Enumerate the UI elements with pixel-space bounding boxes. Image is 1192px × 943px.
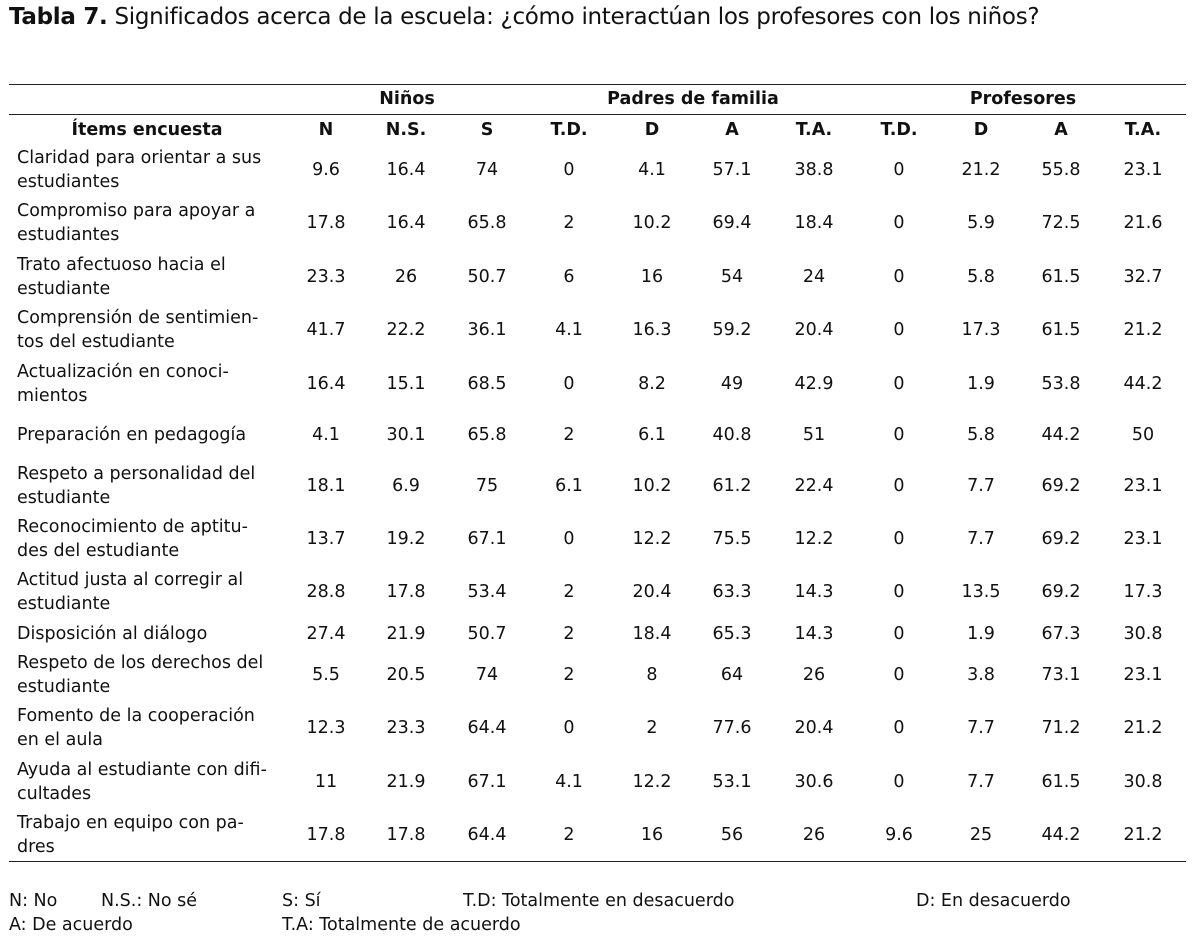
item-label-line: Actitud justa al corregir al (17, 570, 244, 590)
table-cell: 64.4 (467, 718, 507, 738)
table-cell: 64 (720, 665, 744, 685)
item-label-line: mientos (17, 386, 88, 406)
table-cell: 27.4 (306, 624, 346, 644)
table-cell: 7.7 (967, 772, 995, 792)
table-cell: 6.1 (638, 425, 666, 445)
table-cell: 44.2 (1041, 825, 1081, 845)
legend-ta: T.A: Totalmente de acuerdo (282, 915, 521, 935)
table-cell: 0 (893, 665, 905, 685)
table-cell: 0 (893, 320, 905, 340)
item-label-line: Reconocimiento de aptitu- (17, 517, 248, 537)
table-cell: 77.6 (712, 718, 752, 738)
table-cell: 20.5 (386, 665, 426, 685)
table-cell: 61.5 (1041, 772, 1081, 792)
table-cell: 1.9 (967, 374, 995, 394)
table-cell: 61.5 (1041, 320, 1081, 340)
table-cell: 17.3 (1123, 582, 1163, 602)
column-header: T.D. (880, 120, 918, 140)
table-cell: 23.3 (306, 267, 346, 287)
table-cell: 0 (563, 529, 575, 549)
table-cell: 67.3 (1041, 624, 1081, 644)
table-cell: 30.8 (1123, 772, 1163, 792)
table-cell: 28.8 (306, 582, 346, 602)
table-cell: 21.9 (386, 772, 426, 792)
column-header: A (725, 120, 739, 140)
table-cell: 24 (802, 267, 826, 287)
group-header-profesores: Profesores (969, 89, 1077, 109)
table-cell: 21.6 (1123, 213, 1163, 233)
table-cell: 15.1 (386, 374, 426, 394)
top-rule (9, 84, 1186, 85)
table-cell: 42.9 (794, 374, 834, 394)
table-cell: 3.8 (967, 665, 995, 685)
item-label-line: Trabajo en equipo con pa- (17, 813, 244, 833)
table-cell: 21.2 (1123, 825, 1163, 845)
table-cell: 6.1 (555, 476, 583, 496)
item-label-line: en el aula (17, 730, 104, 750)
table-cell: 1.9 (967, 624, 995, 644)
table-title (9, 4, 1039, 30)
item-label-line: estudiante (17, 594, 111, 614)
item-label-line: Claridad para orientar a sus (17, 148, 262, 168)
table-cell: 0 (563, 718, 575, 738)
row-item-label (17, 462, 285, 510)
column-header: N.S. (385, 120, 427, 140)
table-cell: 0 (893, 718, 905, 738)
table-cell: 0 (893, 374, 905, 394)
table-cell: 0 (893, 425, 905, 445)
item-label-line: Comprensión de sentimien- (17, 308, 259, 328)
table-cell: 17.8 (386, 825, 426, 845)
column-header: T.D. (550, 120, 588, 140)
table-cell: 8.2 (638, 374, 666, 394)
legend-ns: N.S.: No sé (101, 891, 198, 911)
item-label-line: cultades (17, 784, 92, 804)
item-column-header: Ítems encuesta (71, 120, 223, 140)
table-cell: 55.8 (1041, 160, 1081, 180)
table-cell: 38.8 (794, 160, 834, 180)
legend-n: N: No (9, 891, 58, 911)
table-cell: 23.1 (1123, 529, 1163, 549)
item-label-line: estudiante (17, 677, 111, 697)
item-label-line: Preparación en pedagogía (17, 425, 247, 445)
table-cell: 4.1 (638, 160, 666, 180)
table-cell: 20.4 (794, 320, 834, 340)
table-cell: 21.2 (1123, 320, 1163, 340)
table-cell: 51 (802, 425, 826, 445)
table-cell: 23.1 (1123, 160, 1163, 180)
table-cell: 4.1 (555, 320, 583, 340)
table-cell: 68.5 (467, 374, 507, 394)
table-cell: 14.3 (794, 582, 834, 602)
table-cell: 64.4 (467, 825, 507, 845)
table-cell: 44.2 (1041, 425, 1081, 445)
table-cell: 53.8 (1041, 374, 1081, 394)
table-cell: 0 (563, 374, 575, 394)
table-cell: 14.3 (794, 624, 834, 644)
table-cell: 7.7 (967, 476, 995, 496)
table-cell: 9.6 (885, 825, 913, 845)
table-cell: 8 (646, 665, 658, 685)
table-cell: 2 (563, 425, 575, 445)
column-header: D (973, 120, 989, 140)
item-label-line: Disposición al diálogo (17, 624, 208, 644)
table-cell: 65.8 (467, 213, 507, 233)
row-item-label (17, 360, 285, 408)
table-cell: 57.1 (712, 160, 752, 180)
table-cell: 0 (893, 267, 905, 287)
table-cell: 17.8 (306, 213, 346, 233)
table-cell: 16.3 (632, 320, 672, 340)
table-cell: 0 (893, 213, 905, 233)
table-cell: 10.2 (632, 213, 672, 233)
legend-d: D: En desacuerdo (916, 891, 1071, 911)
row-item-label (17, 253, 285, 301)
table-cell: 75.5 (712, 529, 752, 549)
table-cell: 5.8 (967, 425, 995, 445)
table-cell: 41.7 (306, 320, 346, 340)
item-label-line: Fomento de la cooperación (17, 706, 255, 726)
table-cell: 5.8 (967, 267, 995, 287)
table-cell: 0 (563, 160, 575, 180)
table-cell: 26 (802, 665, 826, 685)
item-label-line: estudiante (17, 279, 111, 299)
item-label-line: tos del estudiante (17, 332, 175, 352)
table-cell: 61.5 (1041, 267, 1081, 287)
table-cell: 40.8 (712, 425, 752, 445)
row-item-label (17, 811, 285, 859)
table-cell: 22.2 (386, 320, 426, 340)
table-cell: 69.2 (1041, 582, 1081, 602)
table-cell: 67.1 (467, 529, 507, 549)
table-caption: Significados acerca de la escuela: ¿cómo interactúan los profesores con los niños? (114, 4, 1040, 30)
table-cell: 69.2 (1041, 476, 1081, 496)
table-cell: 12.2 (632, 772, 672, 792)
table-cell: 44.2 (1123, 374, 1163, 394)
table-cell: 65.8 (467, 425, 507, 445)
table-cell: 20.4 (794, 718, 834, 738)
table-cell: 30.8 (1123, 624, 1163, 644)
table-cell: 17.3 (961, 320, 1001, 340)
column-header: T.A. (795, 120, 833, 140)
table-cell: 54 (720, 267, 744, 287)
table-cell: 11 (314, 772, 338, 792)
table-cell: 2 (563, 624, 575, 644)
table-cell: 73.1 (1041, 665, 1081, 685)
column-header: T.A. (1124, 120, 1162, 140)
legend-s: S: Sí (282, 891, 321, 911)
table-cell: 21.9 (386, 624, 426, 644)
item-label-line: Respeto a personalidad del (17, 464, 256, 484)
table-cell: 0 (893, 772, 905, 792)
table-cell: 6 (563, 267, 575, 287)
item-label-line: Actualización en conoci- (17, 362, 229, 382)
row-item-label (17, 146, 285, 194)
table-cell: 5.5 (312, 665, 340, 685)
table-cell: 63.3 (712, 582, 752, 602)
item-label-line: estudiantes (17, 172, 120, 192)
table-cell: 53.4 (467, 582, 507, 602)
item-label-line: Trato afectuoso hacia el (17, 255, 226, 275)
item-label-line: estudiante (17, 488, 111, 508)
table-cell: 50.7 (467, 624, 507, 644)
table-cell: 65.3 (712, 624, 752, 644)
table-cell: 0 (893, 476, 905, 496)
table-cell: 0 (893, 624, 905, 644)
table-cell: 26 (802, 825, 826, 845)
table-cell: 2 (563, 825, 575, 845)
table-cell: 16.4 (386, 213, 426, 233)
table-cell: 71.2 (1041, 718, 1081, 738)
row-item-label (17, 622, 285, 646)
table-cell: 7.7 (967, 529, 995, 549)
table-cell: 72.5 (1041, 213, 1081, 233)
table-cell: 4.1 (555, 772, 583, 792)
legend-td: T.D: Totalmente en desacuerdo (463, 891, 735, 911)
table-cell: 23.3 (386, 718, 426, 738)
table-cell: 61.2 (712, 476, 752, 496)
table-cell: 17.8 (386, 582, 426, 602)
table-cell: 18.4 (794, 213, 834, 233)
table-cell: 16 (640, 825, 664, 845)
table-cell: 2 (563, 582, 575, 602)
table-cell: 0 (893, 529, 905, 549)
table-cell: 12.3 (306, 718, 346, 738)
item-label-line: des del estudiante (17, 541, 180, 561)
table-cell: 53.1 (712, 772, 752, 792)
row-item-label (17, 199, 285, 247)
table-cell: 30.1 (386, 425, 426, 445)
table-cell: 10.2 (632, 476, 672, 496)
row-item-label (17, 515, 285, 563)
row-item-label (17, 704, 285, 752)
table-cell: 69.4 (712, 213, 752, 233)
table-cell: 49 (720, 374, 744, 394)
column-header: S (480, 120, 494, 140)
table-cell: 22.4 (794, 476, 834, 496)
column-header: D (644, 120, 660, 140)
table-cell: 18.4 (632, 624, 672, 644)
table-cell: 23.1 (1123, 476, 1163, 496)
table-cell: 17.8 (306, 825, 346, 845)
column-header: N (318, 120, 334, 140)
table-cell: 2 (563, 213, 575, 233)
item-label-line: Ayuda al estudiante con difi- (17, 760, 267, 780)
table-cell: 9.6 (312, 160, 340, 180)
column-header: A (1054, 120, 1068, 140)
table-cell: 12.2 (794, 529, 834, 549)
group-header-padres: Padres de familia (607, 89, 779, 109)
table-cell: 13.7 (306, 529, 346, 549)
table-number: Tabla 7. (9, 4, 108, 30)
table-cell: 0 (893, 582, 905, 602)
item-label-line: Respeto de los derechos del (17, 653, 264, 673)
table-cell: 12.2 (632, 529, 672, 549)
row-item-label (17, 568, 285, 616)
table-cell: 74 (475, 160, 499, 180)
bottom-rule (9, 861, 1186, 862)
table-cell: 26 (394, 267, 418, 287)
group-header-ninos: Niños (379, 89, 435, 109)
table-cell: 6.9 (392, 476, 420, 496)
table-cell: 50 (1131, 425, 1155, 445)
table-cell: 36.1 (467, 320, 507, 340)
table-cell: 13.5 (961, 582, 1001, 602)
table-cell: 25 (969, 825, 993, 845)
row-item-label (17, 651, 285, 699)
table-cell: 2 (646, 718, 658, 738)
table-cell: 56 (720, 825, 744, 845)
table-cell: 21.2 (1123, 718, 1163, 738)
legend-a: A: De acuerdo (9, 915, 133, 935)
table-cell: 16.4 (386, 160, 426, 180)
table-cell: 16 (640, 267, 664, 287)
item-label-line: Compromiso para apoyar a (17, 201, 256, 221)
table-cell: 69.2 (1041, 529, 1081, 549)
table-cell: 0 (893, 160, 905, 180)
table-cell: 74 (475, 665, 499, 685)
table-cell: 7.7 (967, 718, 995, 738)
table-cell: 19.2 (386, 529, 426, 549)
table-cell: 4.1 (312, 425, 340, 445)
row-item-label (17, 758, 285, 806)
table-cell: 16.4 (306, 374, 346, 394)
table-cell: 20.4 (632, 582, 672, 602)
row-item-label (17, 306, 285, 354)
table-cell: 18.1 (306, 476, 346, 496)
table-cell: 50.7 (467, 267, 507, 287)
table-cell: 75 (475, 476, 499, 496)
row-item-label (17, 423, 285, 447)
table-cell: 5.9 (967, 213, 995, 233)
table-cell: 23.1 (1123, 665, 1163, 685)
item-label-line: dres (17, 837, 55, 857)
table-cell: 67.1 (467, 772, 507, 792)
item-label-line: estudiantes (17, 225, 120, 245)
table-cell: 30.6 (794, 772, 834, 792)
table-cell: 59.2 (712, 320, 752, 340)
header-rule (9, 114, 1186, 115)
table-cell: 32.7 (1123, 267, 1163, 287)
table-cell: 21.2 (961, 160, 1001, 180)
table-cell: 2 (563, 665, 575, 685)
